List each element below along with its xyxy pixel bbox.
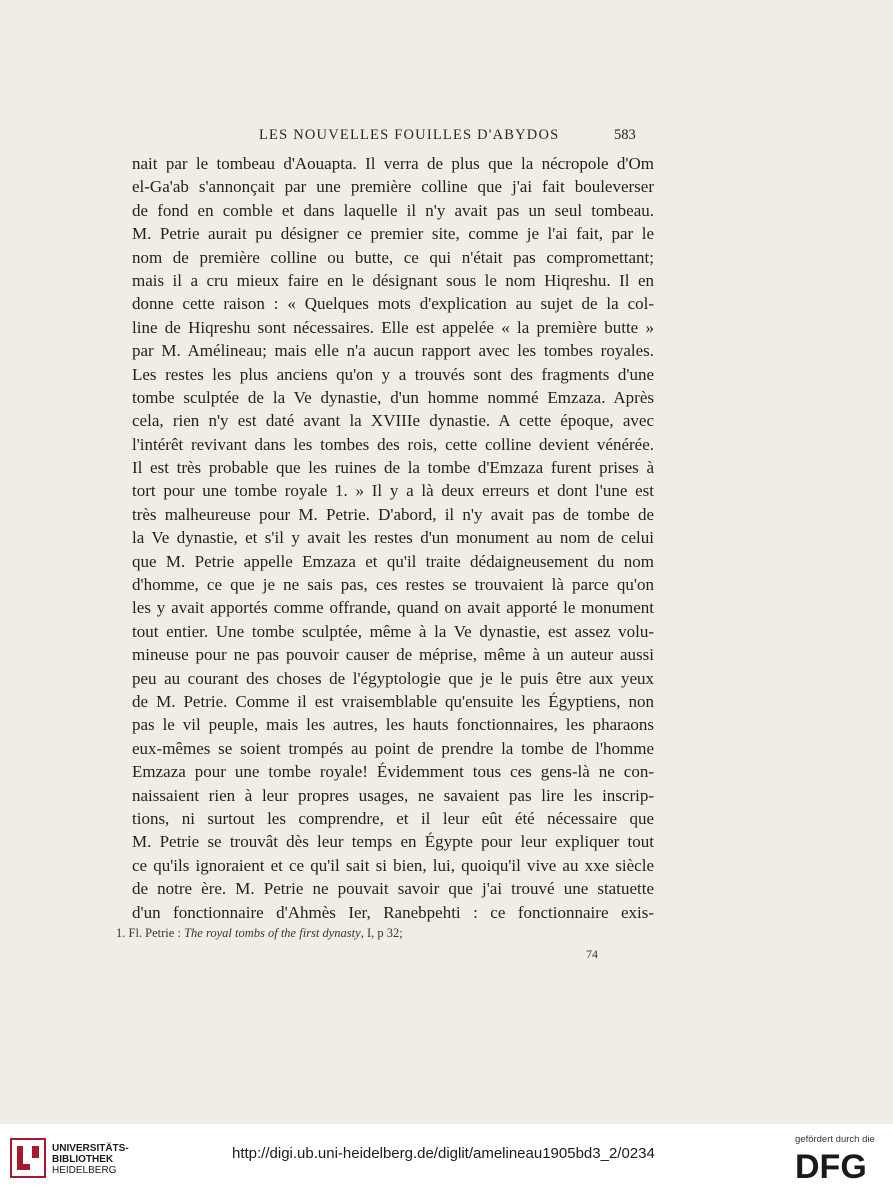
body-line: mineuse pour ne pas pouvoir causer de méprise, même à un auteur aussi: [132, 645, 654, 665]
body-line: tions, ni surtout les comprendre, et il leur eût été nécessaire que: [132, 808, 654, 828]
library-name-line1: UNIVERSITÄTS-: [52, 1143, 129, 1154]
viewer-footer: [0, 1124, 893, 1193]
body-line: les y avait apportés comme offrande, quand on avait apporté le monument: [132, 598, 654, 618]
body-line: naissaient rien à leur propres usages, ne savaient pas lire les inscrip-: [132, 785, 654, 805]
body-line: ce qu'ils ignoraient et ce qu'il sait si bien, lui, quoiqu'il vive au xxe siècle: [132, 855, 654, 875]
permalink-url[interactable]: http://digi.ub.uni-heidelberg.de/diglit/amelineau1905bd3_2/0234: [232, 1145, 655, 1162]
footnote: [116, 926, 403, 941]
body-line: nom de première colline ou butte, ce qui n'était pas compromettant;: [132, 247, 654, 267]
body-line: line de Hiqreshu sont nécessaires. Elle est appelée « la première butte »: [132, 317, 654, 337]
dfg-logo-icon: [795, 1148, 881, 1182]
body-line: mais il a cru mieux faire en le désignant sous le nom Hiqreshu. Il en: [132, 270, 654, 290]
body-line: M. Petrie se trouvât dès leur temps en Égypte pour leur expliquer tout: [132, 832, 654, 852]
body-line: tort pour une tombe royale 1. » Il y a là deux erreurs et dont l'une est: [132, 481, 654, 501]
body-line: M. Petrie aurait pu désigner ce premier site, comme je l'ai fait, par le: [132, 224, 654, 244]
body-line: de M. Petrie. Comme il est vraisemblable qu'ensuite les Égyptiens, non: [132, 691, 654, 711]
body-line: donne cette raison : « Quelques mots d'explication au sujet de la col-: [132, 294, 654, 314]
body-line: Il est très probable que les ruines de la tombe d'Emzaza furent prises à: [132, 458, 654, 478]
body-line: que M. Petrie appelle Emzaza et qu'il traite dédaigneusement du nom: [132, 551, 654, 571]
signature-mark: 74: [586, 947, 598, 961]
footnote-title: The royal tombs of the first dynasty: [184, 926, 361, 940]
body-line: Emzaza pour une tombe royale! Évidemment tous ces gens-là ne con-: [132, 762, 654, 782]
funded-by-label: gefördert durch die: [795, 1134, 875, 1145]
body-line: nait par le tombeau d'Aouapta. Il verra de plus que la nécropole d'Om: [132, 154, 654, 173]
page-header: [0, 127, 893, 149]
footnote-rest: , I, p 32;: [360, 926, 403, 940]
body-line: tombe sculptée de la Ve dynastie, d'un homme nommé Emzaza. Après: [132, 387, 654, 407]
body-line: tout entier. Une tombe sculptée, même à la Ve dynastie, est assez volu-: [132, 621, 654, 641]
body-line: Les restes les plus anciens qu'on y a trouvés sont des fragments d'une: [132, 364, 654, 384]
body-line: par M. Amélineau; mais elle n'a aucun rapport avec les tombes royales.: [132, 341, 654, 361]
body-line: peu au courant des choses de l'égyptologie que je le puis être aux yeux: [132, 668, 654, 688]
page-number: 583: [614, 127, 636, 143]
body-line: l'intérêt revivant dans les tombes des rois, cette colline devient vénérée.: [132, 434, 654, 454]
footnote-marker: 1. Fl. Petrie :: [116, 926, 185, 940]
library-name: [52, 1143, 129, 1176]
body-line: d'homme, ce que je ne sais pas, ces restes se trouvaient là parce qu'on: [132, 575, 654, 595]
body-text: [132, 152, 654, 924]
library-name-line2: BIBLIOTHEK: [52, 1154, 114, 1165]
body-line: el-Ga'ab s'annonçait par une première colline que j'ai fait bouleverser: [132, 177, 654, 197]
body-line: de notre ère. M. Petrie ne pouvait savoir que j'ai trouvé une statuette: [132, 879, 654, 899]
library-name-line3: HEIDELBERG: [52, 1165, 117, 1176]
body-line: cela, rien n'y est daté avant la XVIIIe dynastie. A cette époque, avec: [132, 411, 654, 431]
body-line: eux-mêmes se soient trompés au point de prendre la tombe de l'homme: [132, 738, 654, 758]
body-line: la Ve dynastie, et s'il y avait les restes d'un monument au nom de celui: [132, 528, 654, 548]
body-line: de fond en comble et dans laquelle il n'y avait pas un seul tombeau.: [132, 200, 654, 220]
body-line: d'un fonctionnaire d'Ahmès Ier, Ranebpehti : ce fonctionnaire exis-: [132, 902, 654, 922]
body-line: très malheureuse pour M. Petrie. D'abord, il n'y avait pas de tombe de: [132, 504, 654, 524]
svg-text:DFG: DFG: [795, 1148, 867, 1182]
university-library-logo-icon: [10, 1138, 46, 1178]
running-title: LES NOUVELLES FOUILLES D'ABYDOS: [259, 127, 560, 143]
body-line: pas le vil peuple, mais les autres, les hauts fonctionnaires, les pharaons: [132, 715, 654, 735]
